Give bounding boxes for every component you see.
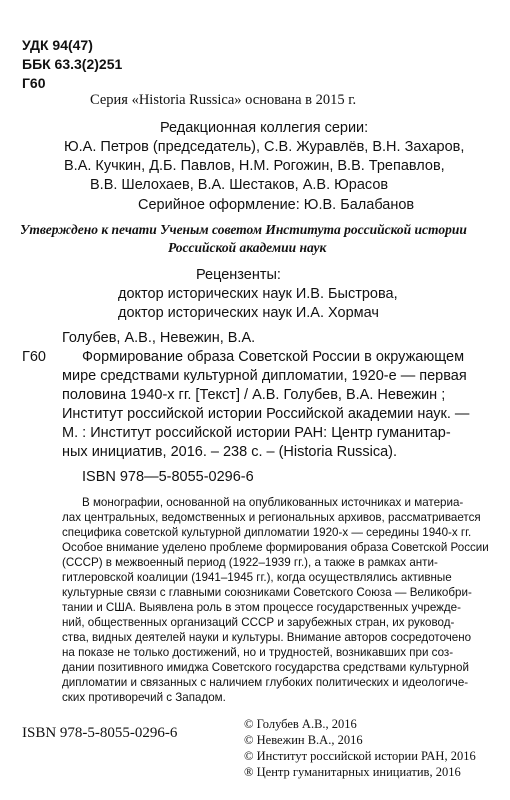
abstract-line: специфика советской культурной дипломатии 1920-х — середины 1940-х гг.	[62, 526, 472, 539]
copyright-line: © Голубев А.В., 2016	[244, 717, 357, 731]
series-design: Серийное оформление: Ю.В. Балабанов	[138, 197, 415, 213]
copyright-line: © Невежин В.А., 2016	[244, 733, 363, 747]
author-mark: Г60	[22, 75, 46, 91]
copyright-line: ® Центр гуманитарных инициатив, 2016	[244, 765, 461, 779]
catalog-description-line: мире средствами культурной дипломатии, 1920-е — первая	[62, 368, 467, 384]
catalog-description-line: ных инициатив, 2016. – 238 с. – (Historia Russica).	[62, 444, 398, 460]
abstract-line: ства, видных деятелей науки и культуры. Внимание авторов сосредоточено	[62, 631, 472, 644]
catalog-mark: Г60	[22, 349, 46, 365]
abstract-line: (СССР) в межвоенный период (1922–1939 гг.), а также в рамках анти-	[62, 556, 438, 569]
approval-line: Утверждено к печати Ученым советом Института российской истории	[20, 222, 467, 237]
series-founded: Серия «Historia Russica» основана в 2015 г.	[90, 92, 357, 108]
abstract-line: на показе не только достижений, но и трудностей, возникавших при соз-	[62, 646, 454, 659]
abstract-line: лах центральных, ведомственных и региональных архивов, рассматривается	[62, 511, 481, 524]
catalog-description-line: половина 1940-х гг. [Текст] / А.В. Голубев, В.А. Невежин ;	[62, 387, 446, 403]
catalog-authors: Голубев, А.В., Невежин, В.А.	[62, 330, 256, 346]
udk-code: УДК 94(47)	[22, 37, 93, 53]
editorial-board-line: Ю.А. Петров (председатель), С.В. Журавлёв, В.Н. Захаров,	[64, 139, 465, 155]
reviewer-line: доктор исторических наук И.В. Быстрова,	[118, 286, 398, 302]
reviewers-heading: Рецензенты:	[196, 267, 281, 283]
copyright-line: © Институт российской истории РАН, 2016	[244, 749, 476, 763]
catalog-isbn: ISBN 978—5-8055-0296-6	[82, 469, 254, 485]
bottom-isbn: ISBN 978-5-8055-0296-6	[22, 725, 178, 741]
editorial-board-heading: Редакционная коллегия серии:	[160, 120, 369, 136]
approval-line: Российской академии наук	[168, 240, 327, 255]
abstract-line: культурные связи с главными союзниками Советского Союза — Великобри-	[62, 586, 472, 599]
abstract-line: Особое внимание уделено проблеме формирования образа Советской России	[62, 541, 489, 554]
abstract-line: гитлеровской коалиции (1941–1945 гг.), когда осуществлялись активные	[62, 571, 452, 584]
catalog-description-line: Институт российской истории Российской академии наук. —	[62, 406, 470, 422]
bbk-code: ББК 63.3(2)251	[22, 56, 123, 72]
abstract-line: дании позитивного имиджа Советского государства средствами культурной	[62, 661, 469, 674]
editorial-board-line: В.В. Шелохаев, В.А. Шестаков, А.В. Юрасов	[90, 177, 389, 193]
abstract-line: ний, общественных организаций СССР и зарубежных стран, их руковод-	[62, 616, 455, 629]
abstract-line: В монографии, основанной на опубликованных источниках и материа-	[82, 496, 464, 509]
abstract-line: тании и США. Выявлена роль в этом процессе государственных учрежде-	[62, 601, 461, 614]
abstract-line: дипломатии и связанных с наличием глубоких политических и идеологиче-	[62, 676, 469, 689]
catalog-description-line: М. : Институт российской истории РАН: Центр гуманитар-	[62, 425, 451, 441]
abstract-line: ских противоречий с Западом.	[62, 691, 226, 704]
reviewer-line: доктор исторических наук И.А. Хормач	[118, 305, 379, 321]
catalog-description-line: Формирование образа Советской России в окружающем	[82, 349, 465, 365]
editorial-board-line: В.А. Кучкин, Д.Б. Павлов, Н.М. Рогожин, В.В. Трепавлов,	[64, 158, 445, 174]
